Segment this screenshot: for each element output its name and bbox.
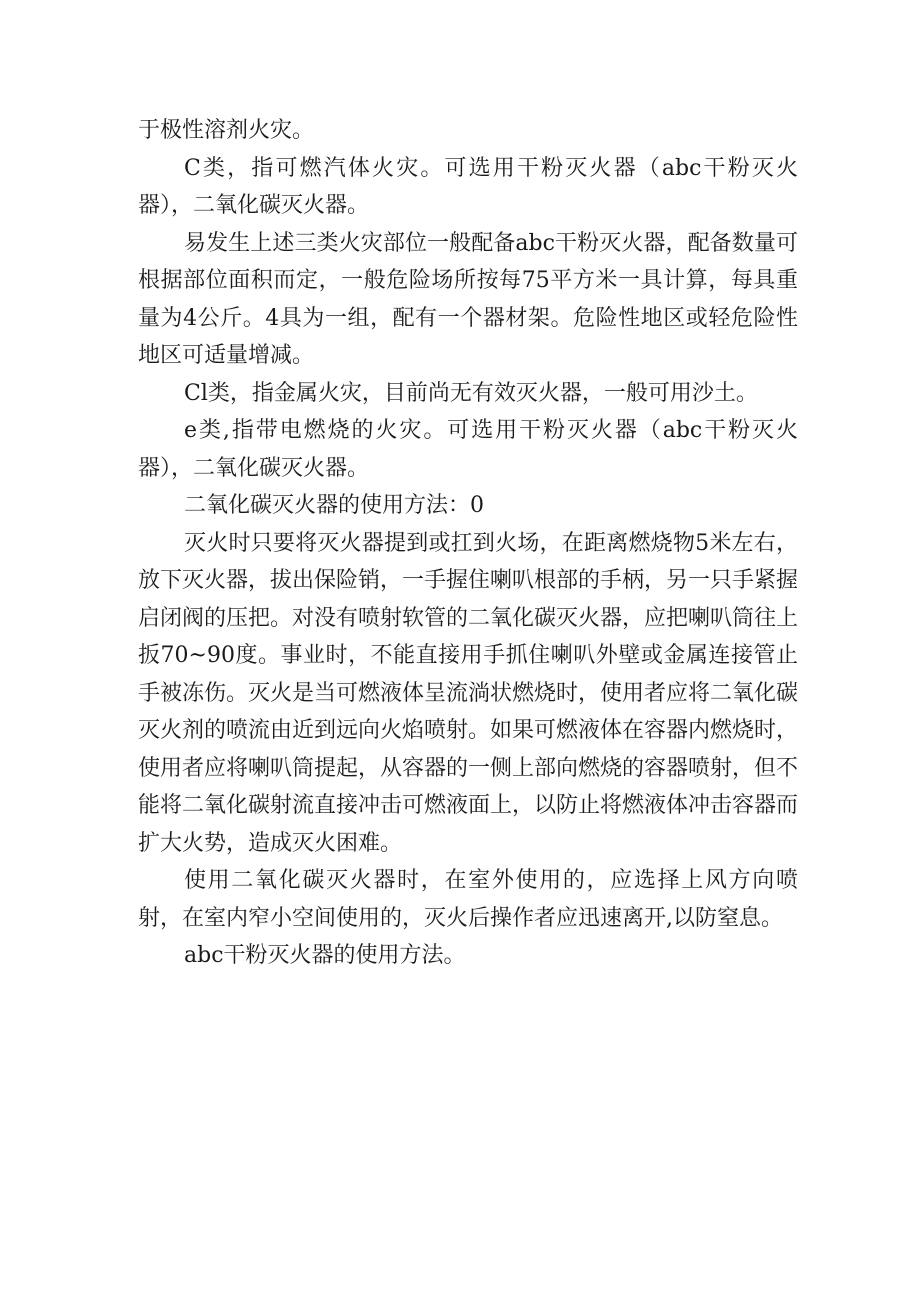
paragraph: 二氧化碳灭火器的使用方法：0	[184, 493, 484, 518]
paragraph: e类,指带电燃烧的火灾。可选用干粉灭火器（abc干粉灭火器），二氧化碳灭火器。	[138, 418, 798, 481]
paragraph: 灭火时只要将灭火器提到或扛到火场，在距离燃烧物5米左右，放下灭火器，拔出保险销，一手握住喇叭根部的手柄，另一只手紧握启闭阀的压把。对没有喷射软管的二氧化碳灭火器，应把喇叭筒往上扳70~90度。事业时，不能直接用手抓住喇叭外壁或金属连接管止手被冻伤。灭火是当可燃液体呈流淌状燃烧时，使用者应将二氧化碳灭火剂的喷流由近到远向火焰喷射。如果可燃液体在容器内燃烧时，使用者应将喇叭筒提起，从容器的一侧上部向燃烧的容器喷射，但不能将二氧化碳射流直接冲击可燃液面上，以防止将燃液体冲击容器而扩大火势，造成灭火困难。	[138, 530, 799, 856]
paragraph: 于极性溶剂火灾。	[138, 118, 315, 143]
document-body	[138, 112, 798, 975]
paragraph: abc干粉灭火器的使用方法。	[184, 943, 466, 968]
paragraph: C类，指可燃汽体火灾。可选用干粉灭火器（abc干粉灭火器），二氧化碳灭火器。	[138, 155, 798, 218]
paragraph: 易发生上述三类火灾部位一般配备abc干粉灭火器，配备数量可根据部位面积而定，一般危险场所按每75平方米一具计算，每具重量为4公斤。4具为一组，配有一个器材架。危险性地区或轻危险性地区可适量增减。	[138, 230, 798, 368]
paragraph: Cl类，指金属火灾，目前尚无有效灭火器，一般可用沙土。	[184, 380, 758, 406]
paragraph: 使用二氧化碳灭火器时，在室外使用的，应选择上风方向喷射，在室内窄小空间使用的，灭火后操作者应迅速离开,以防窒息。	[138, 868, 798, 931]
